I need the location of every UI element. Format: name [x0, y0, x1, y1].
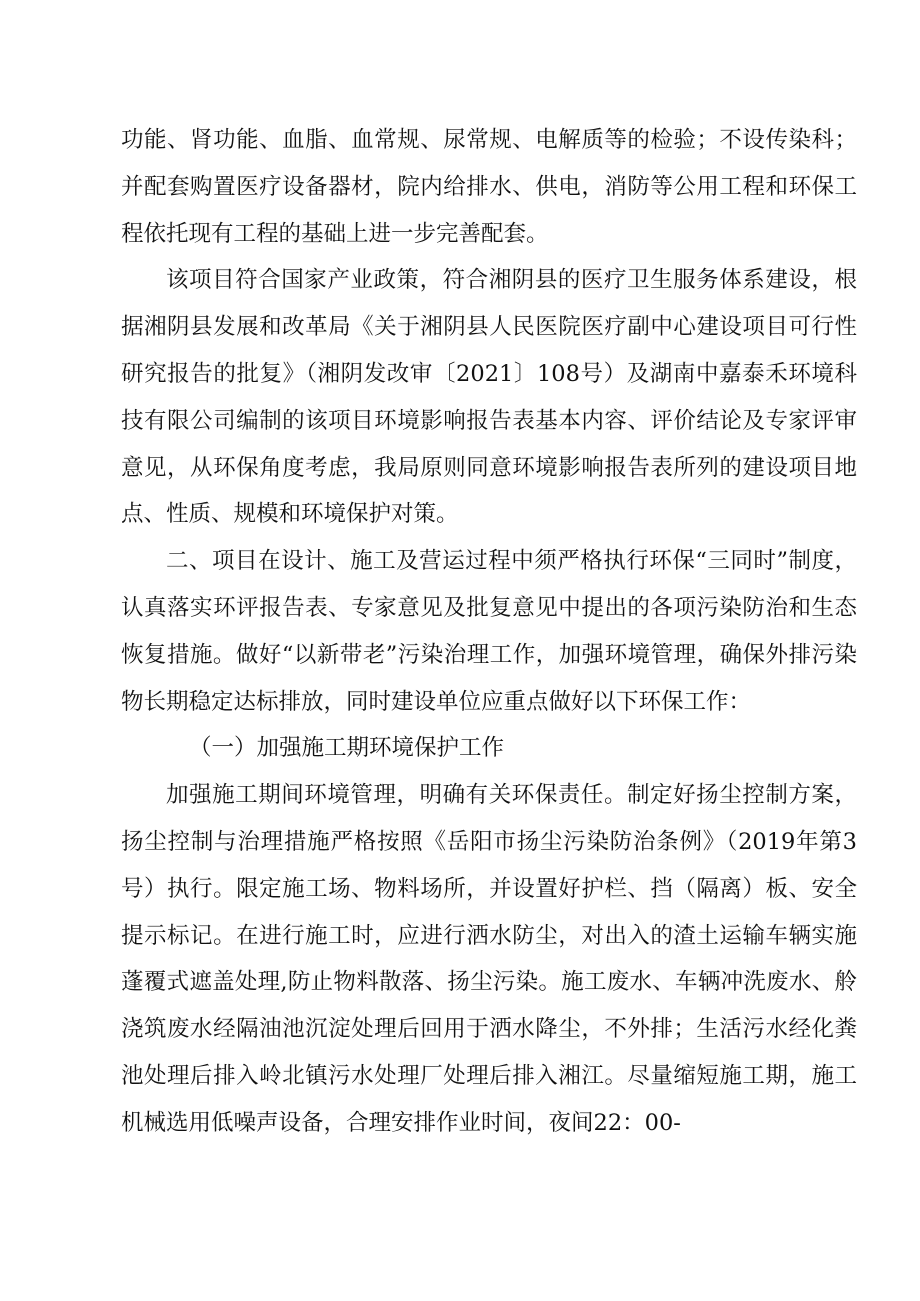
- sub-heading-construction-protection: （一）加强施工期环境保护工作: [189, 735, 505, 762]
- paragraph-project-approval: 该项目符合国家产业政策，符合湘阴县的医疗卫生服务体系建设，根据湘阴县发展和改革局《关于湘阴县人民医院医疗副中心建设项目可行性研究报告的批复》（湘阴发改审〔2021〕108号）及湖南中嘉泰禾环境科技有限公司编制的该项目环境影响报告表基本内容、评价结论及专家评审意见，从环保角度考虑，我局原则同意环境影响报告表所列的建设项目地点、性质、规模和环境保护对策。: [121, 267, 857, 528]
- paragraph-continuation: 功能、肾功能、血脂、血常规、尿常规、电解质等的检验；不设传染科；并配套购置医疗设备器材，院内给排水、供电，消防等公用工程和环保工程依托现有工程的基础上进一步完善配套。: [121, 127, 857, 247]
- document-body: [121, 117, 857, 1147]
- paragraph-construction-management: 加强施工期间环境管理，明确有关环保责任。制定好扬尘控制方案，扬尘控制与治理措施严格按照《岳阳市扬尘污染防治条例》（2019年第3号）执行。限定施工场、物料场所，并设置好护栏、挡（隔离）板、安全提示标记。在进行施工时，应进行洒水防尘，对出入的渣土运输车辆实施蓬覆式遮盖处理,防止物料散落、扬尘污染。施工废水、车辆冲洗废水、舲浇筑废水经隔油池沉淀处理后回用于洒水降尘，不外排；生活污水经化粪池处理后排入岭北镇污水处理厂处理后排入湘江。尽量缩短施工期，施工机械选用低噪声设备，合理安排作业时间，夜间22：00-: [121, 782, 857, 1136]
- paragraph-section-two: 二、项目在设计、施工及营运过程中须严格执行环保“三同时”制度，认真落实环评报告表、专家意见及批复意见中提出的各项污染防治和生态恢复措施。做好“以新带老”污染治理工作，加强环境管理，确保外排污染物长期稳定达标排放，同时建设单位应重点做好以下环保工作：: [121, 548, 857, 715]
